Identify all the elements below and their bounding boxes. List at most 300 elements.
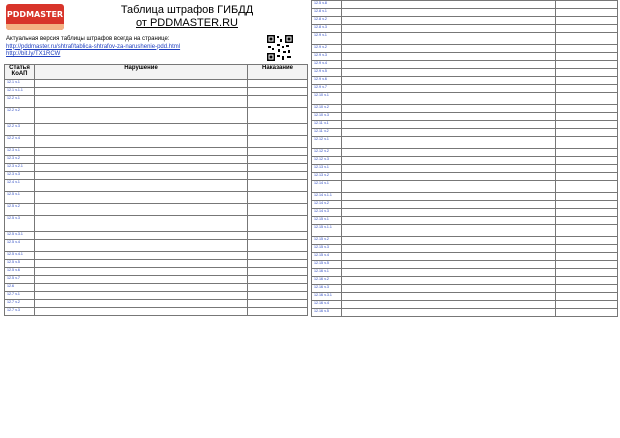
table-row [5, 308, 308, 316]
table-row [312, 201, 618, 209]
article-cell: 12.9 ч.4 [312, 61, 342, 69]
article-cell: 12.3 ч.2 [5, 156, 35, 164]
penalty-cell [556, 253, 618, 261]
table-row [312, 61, 618, 69]
violation-cell [342, 129, 556, 137]
table-row [312, 209, 618, 217]
article-cell: 12.5 ч.3.1 [5, 232, 35, 240]
table-row [312, 225, 618, 237]
violation-text [37, 292, 245, 299]
penalty-cell [556, 17, 618, 25]
violation-cell [342, 165, 556, 173]
violation-cell [342, 137, 556, 149]
table-row [5, 136, 308, 148]
violation-text [344, 137, 553, 148]
article-cell: 12.1 ч.1 [5, 80, 35, 88]
violation-cell [342, 1, 556, 9]
table-row [312, 69, 618, 77]
violation-text [344, 157, 553, 164]
violation-cell [35, 252, 248, 260]
fines-table-right [311, 0, 618, 317]
violation-text [37, 88, 245, 95]
table-row [312, 149, 618, 157]
violation-text [344, 33, 553, 44]
penalty-cell [248, 232, 308, 240]
violation-text [37, 240, 245, 251]
article-cell: 12.15 ч.4 [312, 253, 342, 261]
violation-text [37, 300, 245, 307]
article-cell: 12.1 ч.1.1 [5, 88, 35, 96]
penalty-cell [556, 157, 618, 165]
violation-cell [342, 33, 556, 45]
article-cell: 12.5 ч.5 [5, 260, 35, 268]
table-row [5, 108, 308, 124]
penalty-cell [556, 137, 618, 149]
table-row [312, 269, 618, 277]
article-cell: 12.15 ч.2 [312, 237, 342, 245]
article-cell: 12.16 ч.1 [312, 269, 342, 277]
violation-cell [342, 9, 556, 17]
violation-text [344, 113, 553, 120]
violation-text [344, 193, 553, 200]
violation-text [344, 53, 553, 60]
violation-cell [35, 108, 248, 124]
table-row [312, 93, 618, 105]
violation-text [344, 269, 553, 276]
violation-text [344, 77, 553, 84]
table-row [5, 252, 308, 260]
version-label: Актуальная версия таблицы штрафов всегда на странице: [6, 36, 170, 42]
logo-stripe [6, 24, 64, 30]
penalty-cell [556, 1, 618, 9]
penalty-cell [556, 69, 618, 77]
table-row [312, 277, 618, 285]
violation-cell [342, 245, 556, 253]
violation-text [344, 9, 553, 16]
penalty-cell [248, 276, 308, 284]
violation-text [37, 192, 245, 203]
penalty-cell [248, 164, 308, 172]
article-cell: 12.14 ч.3 [312, 209, 342, 217]
article-cell: 12.4 ч.1 [5, 180, 35, 192]
penalty-cell [556, 45, 618, 53]
article-cell: 12.3 ч.1 [5, 148, 35, 156]
article-cell: 12.5 ч.7 [5, 276, 35, 284]
table-row [5, 96, 308, 108]
violation-cell [35, 216, 248, 232]
penalty-cell [556, 193, 618, 201]
article-cell: 12.12 ч.3 [312, 157, 342, 165]
page-title: Таблица штрафов ГИБДД [120, 4, 254, 16]
table-row [312, 33, 618, 45]
violation-text [344, 1, 553, 8]
penalty-cell [556, 261, 618, 269]
table-row [5, 88, 308, 96]
penalty-cell [556, 201, 618, 209]
article-cell: 12.7 ч.1 [5, 292, 35, 300]
table-row [5, 180, 308, 192]
violation-cell [342, 53, 556, 61]
violation-text [344, 25, 553, 32]
article-cell: 12.9 ч.6 [312, 77, 342, 85]
violation-cell [342, 17, 556, 25]
violation-text [344, 69, 553, 76]
article-cell: 12.7 ч.3 [5, 308, 35, 316]
article-cell: 12.8 ч.1 [312, 9, 342, 17]
table-row [5, 284, 308, 292]
table-row [312, 285, 618, 293]
short-url-link[interactable]: http://bit.ly/TX1RCW [6, 51, 61, 57]
penalty-cell [556, 85, 618, 93]
violation-cell [35, 164, 248, 172]
violation-text [344, 225, 553, 236]
violation-cell [35, 260, 248, 268]
violation-text [37, 284, 245, 291]
penalty-cell [248, 204, 308, 216]
violation-text [37, 172, 245, 179]
penalty-cell [248, 216, 308, 232]
violation-text [344, 61, 553, 68]
article-cell: 12.2 ч.2 [5, 108, 35, 124]
table-row [5, 260, 308, 268]
penalty-cell [248, 172, 308, 180]
penalty-cell [556, 225, 618, 237]
article-cell: 12.2 ч.1 [5, 96, 35, 108]
table-row [312, 129, 618, 137]
table-row [312, 301, 618, 309]
site-link[interactable]: от PDDMASTER.RU [136, 17, 238, 29]
violation-text [37, 108, 245, 123]
penalty-cell [556, 269, 618, 277]
article-cell: 12.5 ч.4.1 [5, 252, 35, 260]
violation-cell [342, 105, 556, 113]
violation-cell [342, 181, 556, 193]
table-row [5, 276, 308, 284]
penalty-cell [556, 237, 618, 245]
penalty-cell [556, 277, 618, 285]
article-cell: 12.12 ч.1 [312, 137, 342, 149]
violation-text [344, 149, 553, 156]
violation-cell [35, 156, 248, 164]
violation-cell [35, 192, 248, 204]
violation-text [344, 285, 553, 292]
penalty-cell [556, 173, 618, 181]
article-cell: 12.10 ч.2 [312, 105, 342, 113]
table-row [312, 17, 618, 25]
article-cell: 12.10 ч.3 [312, 113, 342, 121]
article-cell: 12.15 ч.1.1 [312, 225, 342, 237]
article-cell: 12.14 ч.2 [312, 201, 342, 209]
article-cell: 12.12 ч.2 [312, 149, 342, 157]
penalty-cell [248, 136, 308, 148]
penalty-cell [556, 285, 618, 293]
violation-text [344, 293, 553, 300]
page-subtitle [92, 17, 282, 30]
table-row [312, 45, 618, 53]
violation-text [344, 277, 553, 284]
violation-cell [342, 293, 556, 301]
table-row [312, 53, 618, 61]
article-cell: 12.15 ч.1 [312, 217, 342, 225]
penalty-cell [248, 292, 308, 300]
article-cell: 12.7 ч.2 [5, 300, 35, 308]
penalty-cell [556, 33, 618, 45]
table-row [5, 172, 308, 180]
penalty-cell [556, 113, 618, 121]
table-row [312, 181, 618, 193]
violation-cell [35, 136, 248, 148]
table-row [5, 148, 308, 156]
penalty-cell [556, 217, 618, 225]
table-row [312, 77, 618, 85]
violation-cell [35, 88, 248, 96]
violation-text [37, 268, 245, 275]
violation-cell [35, 268, 248, 276]
table-row [5, 156, 308, 164]
violation-cell [35, 232, 248, 240]
brand-logo [6, 4, 64, 30]
violation-text [37, 80, 245, 87]
table-row [5, 204, 308, 216]
penalty-cell [248, 252, 308, 260]
violation-text [344, 261, 553, 268]
violation-cell [342, 225, 556, 237]
article-cell: 12.11 ч.1 [312, 121, 342, 129]
article-cell: 12.3 ч.3 [5, 172, 35, 180]
violation-cell [342, 277, 556, 285]
violation-text [344, 253, 553, 260]
violation-cell [342, 237, 556, 245]
article-cell: 12.9 ч.1 [312, 33, 342, 45]
penalty-cell [248, 124, 308, 136]
violation-text [37, 156, 245, 163]
violation-text [37, 308, 245, 315]
violation-text [344, 209, 553, 216]
table-row [312, 113, 618, 121]
article-cell: 12.14 ч.1 [312, 181, 342, 193]
penalty-cell [556, 301, 618, 309]
violation-cell [342, 201, 556, 209]
penalty-cell [248, 284, 308, 292]
violation-cell [35, 276, 248, 284]
violation-cell [342, 209, 556, 217]
penalty-cell [556, 245, 618, 253]
table-row [5, 216, 308, 232]
table-header-row [5, 65, 308, 80]
article-cell: 12.9 ч.5 [312, 69, 342, 77]
table-row [312, 217, 618, 225]
col-violation: Нарушение [35, 65, 248, 80]
table-row [312, 121, 618, 129]
qr-code-icon [266, 34, 294, 62]
penalty-cell [248, 268, 308, 276]
table-row [312, 173, 618, 181]
table-row [312, 1, 618, 9]
table-row [5, 268, 308, 276]
table-row [5, 124, 308, 136]
violation-text [37, 260, 245, 267]
violation-cell [342, 77, 556, 85]
article-cell: 12.2 ч.4 [5, 136, 35, 148]
violation-cell [342, 261, 556, 269]
table-row [312, 293, 618, 301]
article-cell: 12.10 ч.1 [312, 93, 342, 105]
penalty-cell [556, 149, 618, 157]
table-row [312, 9, 618, 17]
col-article: Статья КоАП [5, 65, 35, 80]
penalty-cell [248, 192, 308, 204]
table-row [5, 80, 308, 88]
violation-text [37, 252, 245, 259]
article-cell: 12.16 ч.3.1 [312, 293, 342, 301]
brand-logo-text: PDDMASTER [6, 10, 64, 19]
violation-text [37, 216, 245, 231]
table-row [312, 253, 618, 261]
article-cell: 12.14 ч.1.1 [312, 193, 342, 201]
penalty-cell [556, 9, 618, 17]
table-row [5, 240, 308, 252]
table-row [5, 292, 308, 300]
article-cell: 12.9 ч.2 [312, 45, 342, 53]
violation-cell [35, 284, 248, 292]
violation-cell [342, 269, 556, 277]
table-row [312, 245, 618, 253]
violation-text [344, 181, 553, 192]
penalty-cell [556, 293, 618, 301]
violation-text [344, 245, 553, 252]
col-penalty: Наказание [248, 65, 308, 80]
penalty-cell [248, 308, 308, 316]
table-row [5, 300, 308, 308]
table-row [312, 137, 618, 149]
penalty-cell [556, 121, 618, 129]
article-cell: 12.5 ч.1 [5, 192, 35, 204]
violation-text [37, 204, 245, 215]
article-cell: 12.16 ч.2 [312, 277, 342, 285]
violation-cell [35, 80, 248, 88]
table-row [312, 157, 618, 165]
penalty-cell [556, 165, 618, 173]
table-row [5, 192, 308, 204]
penalty-cell [248, 260, 308, 268]
article-cell: 12.8 ч.2 [312, 17, 342, 25]
violation-text [344, 173, 553, 180]
article-cell: 12.15 ч.5 [312, 261, 342, 269]
violation-cell [342, 69, 556, 77]
penalty-cell [556, 25, 618, 33]
header [0, 0, 310, 62]
penalty-cell [556, 209, 618, 217]
penalty-cell [248, 240, 308, 252]
violation-text [344, 129, 553, 136]
violation-cell [35, 124, 248, 136]
violation-text [37, 136, 245, 147]
violation-cell [342, 121, 556, 129]
violation-text [344, 201, 553, 208]
violation-cell [35, 148, 248, 156]
penalty-cell [248, 156, 308, 164]
violation-text [37, 96, 245, 107]
penalty-cell [556, 129, 618, 137]
table-row [312, 237, 618, 245]
article-cell: 12.16 ч.3 [312, 285, 342, 293]
penalty-cell [556, 61, 618, 69]
article-cell: 12.2 ч.3 [5, 124, 35, 136]
article-cell: 12.13 ч.2 [312, 173, 342, 181]
violation-text [344, 105, 553, 112]
violation-cell [35, 308, 248, 316]
table-row [5, 164, 308, 172]
violation-text [344, 93, 553, 104]
article-cell: 12.15 ч.3 [312, 245, 342, 253]
article-cell: 12.3 ч.2.1 [5, 164, 35, 172]
article-cell: 12.5 ч.6 [5, 268, 35, 276]
article-cell: 12.16 ч.4 [312, 301, 342, 309]
penalty-cell [556, 53, 618, 61]
violation-cell [342, 217, 556, 225]
table-row [312, 261, 618, 269]
violation-cell [342, 253, 556, 261]
violation-text [37, 148, 245, 155]
table-row [312, 25, 618, 33]
violation-text [37, 164, 245, 171]
article-cell: 12.13 ч.1 [312, 165, 342, 173]
table-row [312, 105, 618, 113]
violation-text [344, 121, 553, 128]
penalty-cell [248, 80, 308, 88]
penalty-cell [556, 309, 618, 317]
table-row [312, 309, 618, 317]
violation-text [344, 85, 553, 92]
penalty-cell [556, 181, 618, 193]
article-cell: 12.5 ч.3 [5, 216, 35, 232]
penalty-cell [248, 300, 308, 308]
penalty-cell [248, 88, 308, 96]
version-links [6, 36, 236, 59]
violation-text [344, 217, 553, 224]
fines-table-right-body [312, 1, 618, 317]
violation-cell [342, 285, 556, 293]
article-cell: 12.9 ч.3 [312, 53, 342, 61]
right-column [311, 0, 620, 438]
violation-cell [342, 157, 556, 165]
violation-cell [35, 204, 248, 216]
penalty-cell [248, 180, 308, 192]
article-cell: 12.8 ч.3 [312, 25, 342, 33]
penalty-cell [556, 93, 618, 105]
table-row [312, 165, 618, 173]
violation-text [37, 124, 245, 135]
violation-cell [342, 25, 556, 33]
violation-cell [342, 193, 556, 201]
full-url-link[interactable]: http://pddmaster.ru/shtraf/tablica-shtrafov-za-narushenie-pdd.html [6, 43, 181, 50]
article-cell: 12.5 ч.8 [312, 1, 342, 9]
fines-table-left-body [5, 80, 308, 316]
violation-text [344, 301, 553, 308]
penalty-cell [556, 105, 618, 113]
article-cell: 12.5 ч.4 [5, 240, 35, 252]
violation-text [344, 45, 553, 52]
violation-text [344, 237, 553, 244]
violation-cell [342, 173, 556, 181]
violation-cell [35, 300, 248, 308]
violation-text [344, 165, 553, 172]
table-row [312, 193, 618, 201]
violation-cell [342, 85, 556, 93]
fines-table-left [4, 64, 308, 316]
violation-text [344, 17, 553, 24]
violation-text [37, 276, 245, 283]
